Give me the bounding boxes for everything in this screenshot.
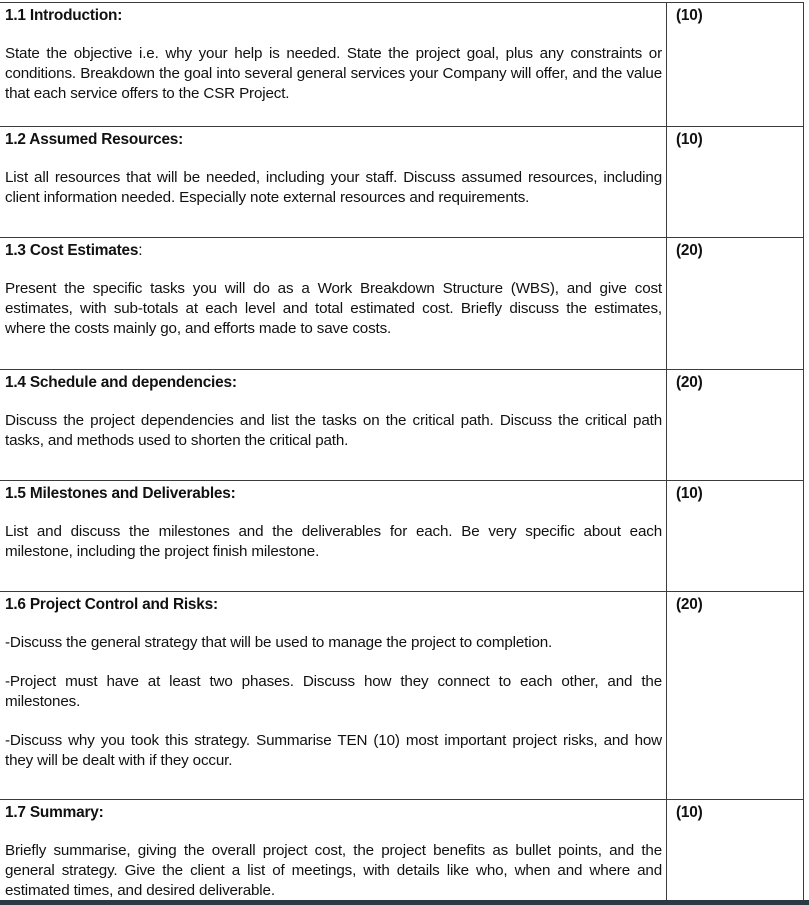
assignment-rubric-table: [0, 2, 804, 905]
section-description: -Discuss why you took this strategy. Summarise TEN (10) most important project risks, and how they will be dealt with if they occur.: [5, 732, 662, 769]
section-heading: 1.5 Milestones and Deliverables:: [5, 485, 236, 502]
table-row: [0, 238, 804, 370]
section-marks: (10): [676, 804, 703, 821]
section-marks: (10): [676, 485, 703, 502]
section-heading: 1.1 Introduction:: [5, 7, 123, 24]
section-cell: [0, 481, 667, 592]
section-description: List and discuss the milestones and the deliverables for each. Be very specific about each milestone, including the project finish milestone.: [5, 523, 662, 560]
section-marks: (20): [676, 596, 703, 613]
table-row: [0, 127, 804, 238]
section-cell: [0, 592, 667, 800]
section-heading: 1.4 Schedule and dependencies:: [5, 374, 237, 391]
section-description: -Discuss the general strategy that will be used to manage the project to completion.: [5, 634, 553, 651]
marks-cell: [667, 800, 804, 905]
table-row: [0, 370, 804, 481]
section-description: Briefly summarise, giving the overall project cost, the project benefits as bullet points, and the general strategy. Give the client a list of meetings, with details like who, when and where and estimated times, and desired deliverable.: [5, 842, 662, 899]
section-heading: 1.7 Summary:: [5, 804, 104, 821]
section-description: Present the specific tasks you will do as a Work Breakdown Structure (WBS), and give cost estimates, with sub-totals at each level and total estimated cost. Briefly discuss the estimates, where the costs mainly go, and efforts made to save costs.: [5, 280, 662, 337]
section-description: -Project must have at least two phases. Discuss how they connect to each other, and the milestones.: [5, 673, 662, 710]
section-heading: 1.2 Assumed Resources:: [5, 131, 184, 148]
table-row: [0, 800, 804, 905]
marks-cell: [667, 481, 804, 592]
marks-cell: [667, 3, 804, 127]
section-heading: [5, 241, 662, 260]
section-heading: 1.6 Project Control and Risks:: [5, 596, 218, 613]
section-cell: [0, 127, 667, 238]
section-cell: [0, 800, 667, 905]
section-heading-colon: :: [138, 242, 143, 259]
window-bottom-edge: [0, 900, 809, 905]
marks-cell: [667, 370, 804, 481]
section-marks: (10): [676, 131, 703, 148]
section-description: List all resources that will be needed, including your staff. Discuss assumed resources, including client information needed. Especially note external resources and requirements.: [5, 169, 662, 206]
section-description: Discuss the project dependencies and list the tasks on the critical path. Discuss the critical path tasks, and methods used to shorten the critical path.: [5, 412, 662, 449]
marks-cell: [667, 592, 804, 800]
section-marks: (20): [676, 374, 703, 391]
table-row: [0, 481, 804, 592]
marks-cell: [667, 127, 804, 238]
marks-cell: [667, 238, 804, 370]
section-marks: (20): [676, 242, 703, 259]
table-row: [0, 592, 804, 800]
section-marks: (10): [676, 7, 703, 24]
table-row: [0, 3, 804, 127]
section-heading-text: 1.3 Cost Estimates: [5, 242, 139, 259]
section-cell: [0, 3, 667, 127]
section-cell: [0, 370, 667, 481]
section-description: State the objective i.e. why your help is needed. State the project goal, plus any constraints or conditions. Breakdown the goal into several general services your Company will offer, and the value that each service offers to the CSR Project.: [5, 45, 662, 102]
section-cell: [0, 238, 667, 370]
